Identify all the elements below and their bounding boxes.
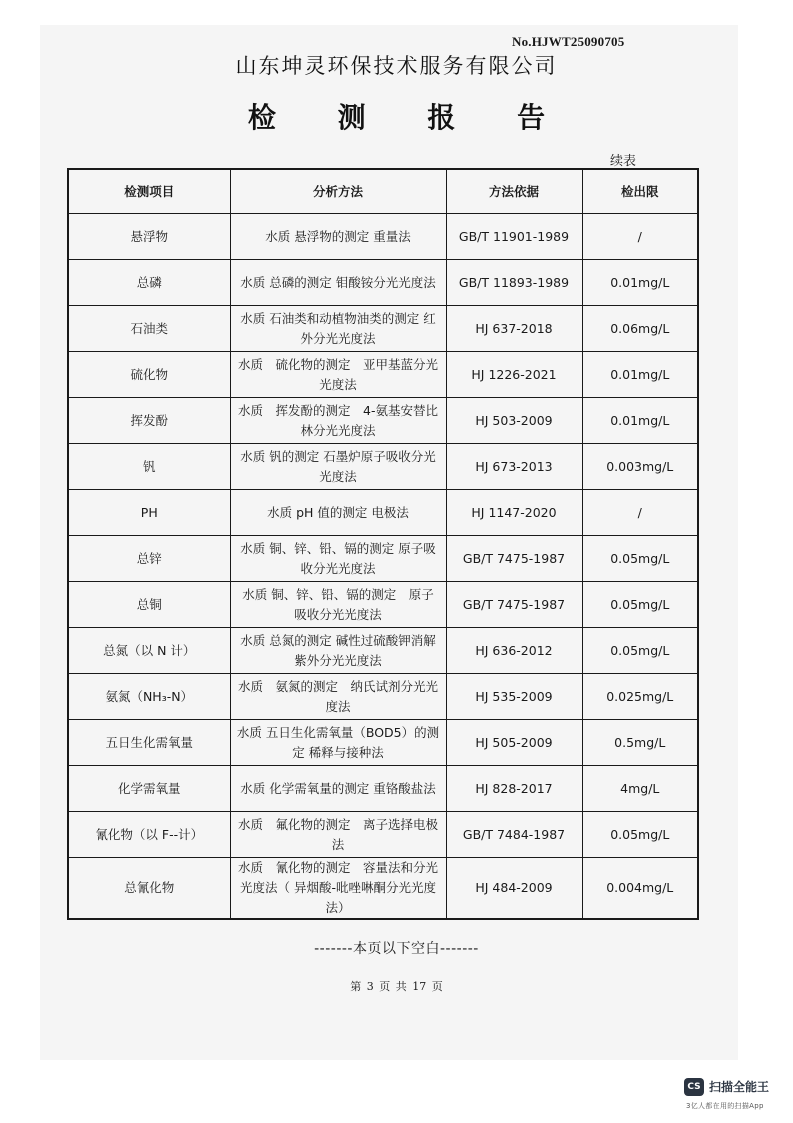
analysis-method: 水质 五日生化需氧量（BOD5）的测定 稀释与接种法 (230, 720, 446, 766)
analysis-method: 水质 挥发酚的测定 4-氨基安替比林分光光度法 (230, 398, 446, 444)
company-name: 山东坤灵环保技术服务有限公司 (235, 54, 558, 78)
test-item: 氨氮（NH₃-N） (68, 674, 230, 720)
table-row (68, 536, 698, 582)
analysis-method: 水质 铜、锌、铅、镉的测定 原子吸收分光光度法 (230, 536, 446, 582)
analysis-method: 水质 钒的测定 石墨炉原子吸收分光光度法 (230, 444, 446, 490)
test-item: 钒 (68, 444, 230, 490)
method-standard: GB/T 11893-1989 (446, 260, 582, 306)
detection-limit: 0.05mg/L (582, 582, 698, 628)
camscanner-logo-icon: CS (684, 1078, 704, 1096)
detection-limit: / (582, 214, 698, 260)
test-item: PH (68, 490, 230, 536)
test-item: 总铜 (68, 582, 230, 628)
analysis-method: 水质 总磷的测定 钼酸铵分光光度法 (230, 260, 446, 306)
detection-limit: 0.05mg/L (582, 812, 698, 858)
analysis-method: 水质 悬浮物的测定 重量法 (230, 214, 446, 260)
detection-limit: 0.003mg/L (582, 444, 698, 490)
method-standard: GB/T 7484-1987 (446, 812, 582, 858)
column-header-method: 分析方法 (230, 169, 446, 214)
detection-limit: 0.05mg/L (582, 628, 698, 674)
detection-limit: 0.01mg/L (582, 352, 698, 398)
table-row (68, 398, 698, 444)
continued-label: 续表 (610, 154, 637, 169)
method-standard: HJ 673-2013 (446, 444, 582, 490)
method-standard: HJ 484-2009 (446, 858, 582, 920)
analysis-method: 水质 氰化物的测定 容量法和分光光度法（ 异烟酸-吡唑啉酮分光光度法） (230, 858, 446, 920)
method-standard: GB/T 7475-1987 (446, 582, 582, 628)
detection-limit: 0.01mg/L (582, 260, 698, 306)
table-row (68, 260, 698, 306)
detection-limit: / (582, 490, 698, 536)
detection-limit: 4mg/L (582, 766, 698, 812)
detection-limit: 0.025mg/L (582, 674, 698, 720)
method-standard: HJ 1147-2020 (446, 490, 582, 536)
table-row (68, 812, 698, 858)
detection-limit: 0.01mg/L (582, 398, 698, 444)
analysis-method: 水质 石油类和动植物油类的测定 红外分光光度法 (230, 306, 446, 352)
test-item: 石油类 (68, 306, 230, 352)
method-standard: HJ 636-2012 (446, 628, 582, 674)
table-row (68, 444, 698, 490)
column-header-item: 检测项目 (68, 169, 230, 214)
camscanner-tagline: 3亿人都在用的扫描App (686, 1102, 764, 1110)
table-header-row (68, 169, 698, 214)
detection-limit: 0.05mg/L (582, 536, 698, 582)
table-row (68, 306, 698, 352)
test-item: 总氮（以 N 计） (68, 628, 230, 674)
analysis-method: 水质 化学需氧量的测定 重铬酸盐法 (230, 766, 446, 812)
report-number: No.HJWT25090705 (512, 34, 625, 49)
method-standard: GB/T 7475-1987 (446, 536, 582, 582)
test-item: 悬浮物 (68, 214, 230, 260)
method-standard: HJ 505-2009 (446, 720, 582, 766)
table-row (68, 674, 698, 720)
camscanner-brand: 扫描全能王 (709, 1080, 770, 1094)
test-item: 五日生化需氧量 (68, 720, 230, 766)
test-item: 氰化物（以 F--计） (68, 812, 230, 858)
detection-limit: 0.004mg/L (582, 858, 698, 920)
test-item: 化学需氧量 (68, 766, 230, 812)
detection-limit: 0.06mg/L (582, 306, 698, 352)
analysis-method: 水质 总氮的测定 碱性过硫酸钾消解紫外分光光度法 (230, 628, 446, 674)
report-title: 检 测 报 告 (247, 101, 572, 134)
detection-limit: 0.5mg/L (582, 720, 698, 766)
table-row (68, 352, 698, 398)
test-item: 总氰化物 (68, 858, 230, 920)
analysis-method: 水质 硫化物的测定 亚甲基蓝分光光度法 (230, 352, 446, 398)
detection-methods-table (67, 168, 699, 920)
method-standard: HJ 535-2009 (446, 674, 582, 720)
analysis-method: 水质 氨氮的测定 纳氏试剂分光光度法 (230, 674, 446, 720)
table-row (68, 766, 698, 812)
page-number: 第 3 页 共 17 页 (350, 980, 443, 993)
analysis-method: 水质 铜、锌、铅、镉的测定 原子吸收分光光度法 (230, 582, 446, 628)
table-row (68, 858, 698, 920)
table-row (68, 628, 698, 674)
analysis-method: 水质 pH 值的测定 电极法 (230, 490, 446, 536)
blank-below-note: -------本页以下空白------- (314, 941, 479, 957)
method-standard: HJ 1226-2021 (446, 352, 582, 398)
method-standard: HJ 828-2017 (446, 766, 582, 812)
test-item: 硫化物 (68, 352, 230, 398)
table-row (68, 720, 698, 766)
method-standard: GB/T 11901-1989 (446, 214, 582, 260)
table-row (68, 582, 698, 628)
method-standard: HJ 503-2009 (446, 398, 582, 444)
column-header-standard: 方法依据 (446, 169, 582, 214)
test-item: 挥发酚 (68, 398, 230, 444)
column-header-limit: 检出限 (582, 169, 698, 214)
test-item: 总磷 (68, 260, 230, 306)
method-standard: HJ 637-2018 (446, 306, 582, 352)
table-row (68, 490, 698, 536)
test-item: 总锌 (68, 536, 230, 582)
table-row (68, 214, 698, 260)
analysis-method: 水质 氟化物的测定 离子选择电极法 (230, 812, 446, 858)
